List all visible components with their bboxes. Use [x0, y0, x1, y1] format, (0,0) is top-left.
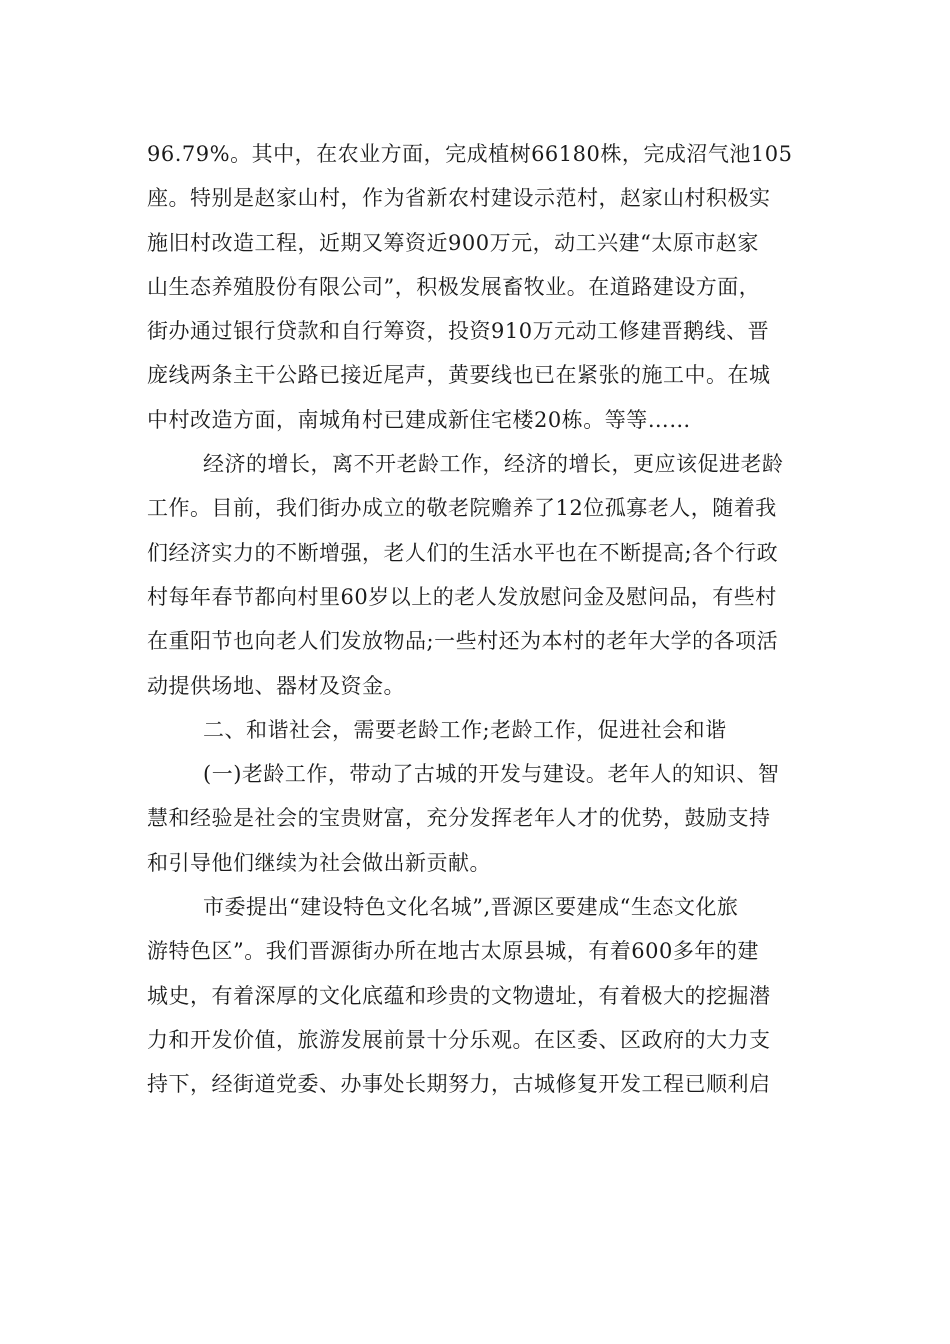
text-line: 慧和经验是社会的宝贵财富，充分发挥老年人才的优势，鼓励支持 [147, 806, 771, 831]
text-line: 持下，经街道党委、办事处长期努力，古城修复开发工程已顺利启 [147, 1072, 771, 1097]
text-line: 工作。目前，我们街办成立的敬老院赡养了12位孤寡老人，随着我 [147, 496, 777, 521]
text-line: 和引导他们继续为社会做出新贡献。 [147, 850, 491, 875]
text-line: 中村改造方面，南城角村已建成新住宅楼20栋。等等…… [147, 407, 691, 432]
section-heading: 二、和谐社会，需要老龄工作;老龄工作，促进社会和谐 [203, 717, 727, 742]
text-line: 力和开发价值，旅游发展前景十分乐观。在区委、区政府的大力支 [147, 1027, 771, 1052]
document-body [147, 132, 815, 1107]
paragraph-first-line: 市委提出“建设特色文化名城”,晋源区要建成“生态文化旅 [203, 895, 739, 920]
text-line: 座。特别是赵家山村，作为省新农村建设示范村，赵家山村积极实 [147, 186, 771, 211]
text-line: 游特色区”。我们晋源街办所在地古太原县城，有着600多年的建 [147, 939, 759, 964]
paragraph-first-line: (一)老龄工作，带动了古城的开发与建设。老年人的知识、智 [203, 762, 780, 787]
text-line: 们经济实力的不断增强，老人们的生活水平也在不断提高;各个行政 [147, 540, 779, 565]
text-line: 在重阳节也向老人们发放物品;一些村还为本村的老年大学的各项活 [147, 629, 779, 654]
text-line: 庞线两条主干公路已接近尾声，黄要线也已在紧张的施工中。在城 [147, 363, 771, 388]
paragraph-first-line: 经济的增长，离不开老龄工作，经济的增长，更应该促进老龄 [203, 452, 784, 477]
text-line: 96.79%。其中，在农业方面，完成植树66180株，完成沼气池105 [147, 142, 793, 166]
text-line: 山生态养殖股份有限公司”，积极发展畜牧业。在道路建设方面， [147, 274, 761, 299]
text-line: 街办通过银行贷款和自行筹资，投资910万元动工修建晋鹅线、晋 [147, 319, 770, 344]
text-line: 村每年春节都向村里60岁以上的老人发放慰问金及慰问品，有些村 [147, 584, 777, 609]
text-line: 动提供场地、器材及资金。 [147, 673, 405, 698]
text-line: 施旧村改造工程，近期又筹资近900万元，动工兴建“太原市赵家 [147, 230, 759, 255]
text-line: 城史，有着深厚的文化底蕴和珍贵的文物遗址，有着极大的挖掘潜 [147, 983, 771, 1008]
